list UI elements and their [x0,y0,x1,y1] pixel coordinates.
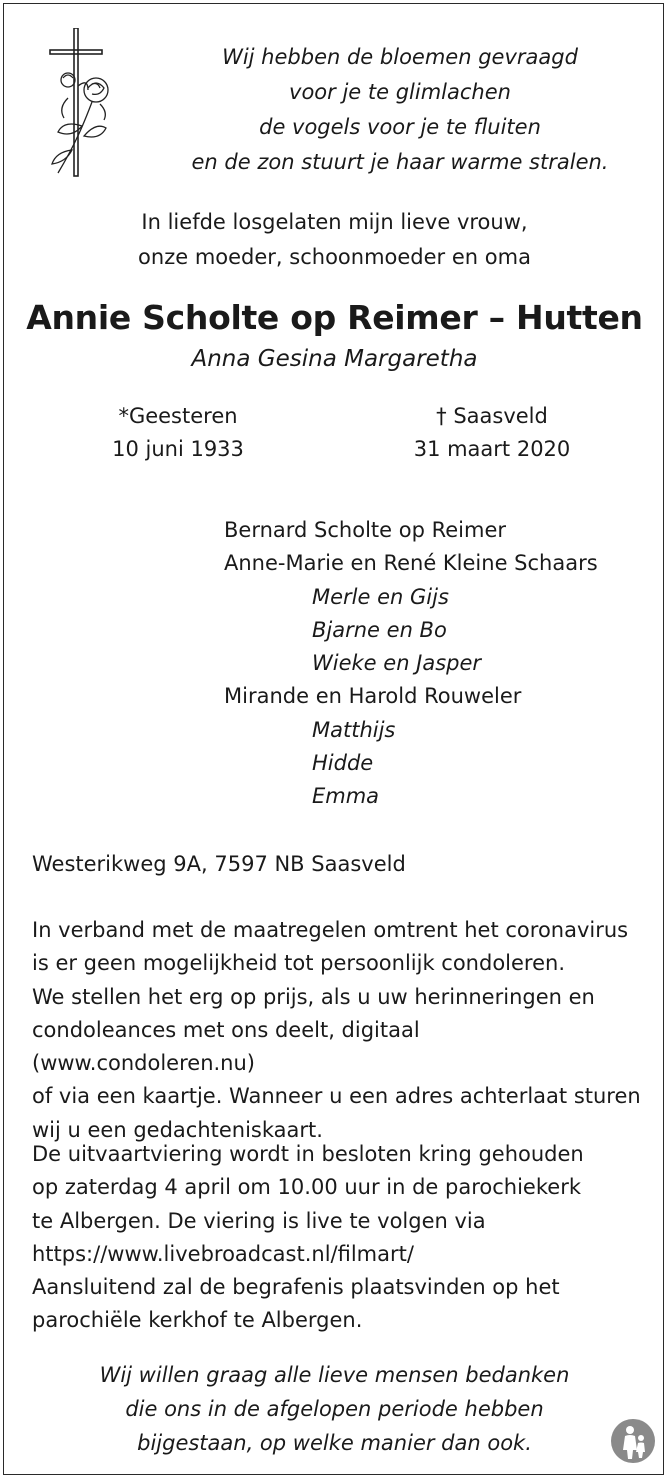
poem-line: voor je te glimlachen [289,80,511,104]
birth-date: 10 juni 1933 [112,437,244,461]
birth-place: *Geesteren [118,404,238,428]
closing-line: die ons in de afgelopen periode hebben [125,1397,544,1421]
family-member: Bernard Scholte op Reimer [224,518,507,542]
notice-line: condoleances met ons deelt, digitaal (www.condoleren.nu) [32,1017,420,1076]
notice-line: We stellen het erg op prijs, als u uw herinneringen en [32,984,595,1009]
poem-line: Wij hebben de bloemen gevraagd [222,45,578,69]
notice-line: wij u een gedachteniskaart. [32,1117,323,1142]
poem-line: de vogels voor je te fluiten [259,115,541,139]
opening-poem [150,40,650,180]
notice-line: parochiële kerkhof te Albergen. [32,1308,363,1333]
family-grandchild: Merle en Gijs [312,584,449,609]
intro-text [0,205,669,275]
intro-line: In liefde losgelaten mijn lieve vrouw, [141,210,528,234]
funeral-home-logo-icon [610,1418,656,1464]
poem-line: en de zon stuurt je haar warme stralen. [191,150,609,174]
family-grandchild: Matthijs [312,717,396,742]
family-grandchild: Emma [312,784,380,809]
notice-line: of via een kaartje. Wanneer u een adres achterlaat sturen [32,1084,641,1109]
notice-line: In verband met de maatregelen omtrent het coronavirus [32,918,629,942]
livestream-link: https://www.livebroadcast.nl/filmart/ [32,1241,414,1266]
closing-line: bijgestaan, op welke manier dan ook. [137,1431,532,1455]
notice-line: is er geen mogelijkheid tot persoonlijk condoleren. [32,951,565,976]
cross-with-rose-icon [38,28,118,178]
death-date: 31 maart 2020 [413,437,571,461]
closing-line: Wij willen graag alle lieve mensen bedanken [99,1363,570,1387]
family-member: Anne-Marie en René Kleine Schaars [224,551,598,576]
intro-line: onze moeder, schoonmoeder en oma [138,245,531,269]
deceased-given-names: Anna Gesina Margaretha [191,346,478,372]
deceased-name: Annie Scholte op Reimer – Hutten [26,298,643,337]
closing-thanks [0,1358,669,1460]
family-member: Mirande en Harold Rouweler [224,684,522,709]
death-place: † Saasveld [436,404,548,428]
family-grandchild: Wieke en Jasper [312,651,482,676]
notice-line: op zaterdag 4 april om 10.00 uur in de parochiekerk [32,1175,581,1200]
notice-line: Aansluitend zal de begrafenis plaatsvinden op het [32,1275,560,1300]
condolence-notice [32,914,642,1147]
family-grandchild: Hidde [312,751,374,776]
notice-line: te Albergen. De viering is live te volgen via [32,1208,486,1233]
correspondence-address: Westerikweg 9A, 7597 NB Saasveld [32,852,406,876]
family-grandchild: Bjarne en Bo [312,617,447,642]
family-list [224,514,598,814]
birth-info [78,400,278,466]
notice-line: De uitvaartviering wordt in besloten kring gehouden [32,1142,584,1166]
funeral-service-notice [32,1138,642,1338]
death-info [392,400,592,466]
